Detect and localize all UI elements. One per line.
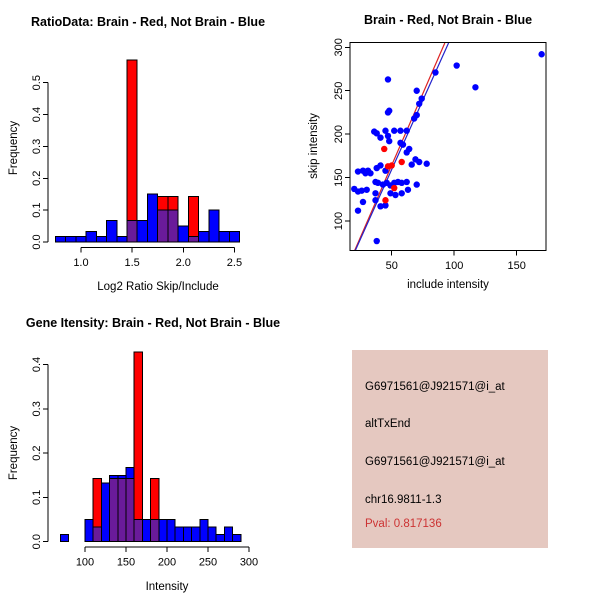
y-tick-label: 0.1 (31, 489, 43, 506)
x-tick-label: 150 (116, 556, 136, 569)
y-tick-label: 0.2 (31, 445, 43, 461)
scatter-point-blue (453, 62, 459, 68)
hist-bar-blue (208, 527, 216, 542)
scatter-point-blue (386, 138, 392, 144)
scatter-point-blue (414, 112, 420, 118)
x-tick-label: 50 (385, 260, 398, 273)
scatter-point-blue (397, 128, 403, 134)
ratio-histogram-title: RatioData: Brain - Red, Not Brain - Blue (30, 15, 266, 29)
hist-bar-blue (209, 210, 219, 242)
probe-id-line: G6971561@J921571@i_at (365, 381, 505, 393)
x-tick-label: 1.0 (73, 257, 89, 269)
scatter-point-blue (355, 207, 361, 213)
scatter-point-red (381, 146, 387, 152)
hist-bar-overlap (118, 478, 126, 541)
hist-bar-blue (66, 237, 76, 242)
hist-bar-blue (85, 520, 93, 542)
ratio-histogram-ylabel: Frequency (8, 120, 20, 176)
brain-fit-line (355, 43, 445, 251)
panel-gene-info (300, 300, 600, 600)
hist-bar-blue (159, 520, 167, 542)
scatter-point-blue (377, 162, 383, 168)
chromosome-line: chr16.9811-1.3 (365, 494, 442, 506)
hist-bar-blue (199, 231, 209, 242)
y-tick-label: 0.1 (31, 202, 43, 218)
y-tick-label: 0.2 (31, 170, 43, 186)
hist-bar-overlap (158, 210, 168, 242)
x-tick-label: 250 (198, 556, 218, 569)
hist-bar-blue (229, 231, 239, 242)
y-tick-label: 200 (333, 125, 345, 144)
x-tick-label: 200 (157, 556, 177, 569)
scatter-point-blue (391, 128, 397, 134)
hist-bar-blue (216, 534, 224, 541)
x-tick-label: 100 (445, 260, 464, 273)
hist-bar-blue (86, 231, 96, 242)
gene-histogram-ylabel: Frequency (8, 425, 20, 481)
hist-bar-blue (183, 527, 191, 542)
scatter-point-blue (386, 108, 392, 114)
gene-histogram-chart (0, 300, 300, 600)
hist-bar-blue (192, 527, 200, 542)
hist-bar-blue (96, 237, 106, 242)
scatter-point-blue (405, 187, 411, 193)
hist-bar-blue (55, 237, 65, 242)
hist-bar-blue (60, 534, 68, 541)
hist-bar-overlap (168, 210, 178, 242)
scatter-point-blue (472, 84, 478, 90)
x-tick-label: 2.0 (175, 257, 191, 269)
intensity-scatter-chart (300, 0, 600, 300)
hist-bar-red (188, 197, 198, 242)
y-tick-label: 0.0 (31, 234, 43, 250)
scatter-point-blue (399, 190, 405, 196)
y-tick-label: 0.0 (31, 534, 43, 550)
hist-bar-blue (76, 237, 86, 242)
hist-bar-blue (219, 231, 229, 242)
scatter-point-red (382, 197, 388, 203)
y-tick-label: 0.3 (31, 401, 43, 417)
ratio-histogram-chart (0, 0, 300, 300)
scatter-point-blue (414, 88, 420, 94)
gene-histogram-xlabel: Intensity (145, 581, 189, 593)
panel-ratio-histogram (0, 0, 300, 300)
scatter-point-blue (406, 146, 412, 152)
pvalue-line: Pval: 0.817136 (365, 518, 442, 530)
y-tick-label: 0.3 (31, 138, 43, 155)
scatter-point-red (399, 159, 405, 165)
hist-bar-blue (117, 237, 127, 242)
y-tick-label: 250 (333, 81, 345, 100)
scatter-ylabel: skip intensity (308, 113, 320, 179)
hist-bar-overlap (110, 478, 118, 541)
scatter-point-blue (372, 190, 378, 196)
hist-bar-blue (107, 221, 117, 242)
hist-bar-red (127, 60, 137, 242)
scatter-point-blue (424, 161, 430, 167)
scatter-point-blue (374, 238, 380, 244)
x-tick-label: 100 (75, 556, 95, 569)
scatter-point-blue (414, 181, 420, 187)
hist-bar-blue (101, 483, 109, 542)
scatter-point-red (391, 185, 397, 191)
gene-id-line: G6971561@J921571@i_at (365, 456, 505, 468)
hist-bar-blue (167, 520, 175, 542)
x-tick-label: 300 (239, 556, 259, 569)
hist-bar-overlap (151, 520, 159, 542)
y-tick-label: 0.4 (31, 356, 43, 373)
hist-bar-overlap (127, 221, 137, 242)
scatter-point-blue (432, 69, 438, 75)
hist-bar-blue (233, 534, 241, 541)
gene-info-box (352, 350, 548, 548)
y-tick-label: 0.5 (31, 75, 43, 91)
scatter-point-blue (367, 170, 373, 176)
scatter-point-blue (419, 95, 425, 101)
scatter-point-blue (404, 128, 410, 134)
x-tick-label: 1.5 (124, 257, 140, 269)
scatter-point-blue (409, 161, 415, 167)
hist-bar-overlap (134, 520, 142, 542)
scatter-point-blue (377, 134, 383, 140)
scatter-point-blue (392, 192, 398, 198)
scatter-point-blue (400, 141, 406, 147)
hist-bar-red (134, 352, 142, 542)
hist-bar-blue (137, 221, 147, 242)
hist-bar-blue (178, 226, 188, 242)
scatter-point-blue (538, 51, 544, 57)
panel-intensity-scatter (300, 0, 600, 300)
hist-bar-overlap (188, 237, 198, 242)
scatter-point-red (389, 162, 395, 168)
y-tick-label: 0.4 (31, 106, 43, 123)
hist-bar-blue (224, 527, 232, 542)
event-type-line: altTxEnd (365, 418, 411, 430)
scatter-xlabel: include intensity (407, 279, 489, 291)
scatter-point-blue (364, 187, 370, 193)
y-tick-label: 150 (333, 168, 345, 187)
panel-gene-histogram (0, 300, 300, 600)
hist-bar-blue (200, 520, 208, 542)
hist-bar-blue (142, 520, 150, 542)
hist-bar-blue (175, 527, 183, 542)
x-tick-label: 2.5 (226, 257, 243, 269)
scatter-point-blue (372, 197, 378, 203)
scatter-title: Brain - Red, Not Brain - Blue (363, 13, 533, 27)
scatter-point-blue (360, 199, 366, 205)
y-tick-label: 100 (333, 211, 345, 231)
y-tick-label: 300 (333, 38, 345, 57)
hist-bar-blue (147, 194, 157, 242)
hist-bar-overlap (126, 478, 134, 541)
scatter-point-blue (404, 179, 410, 185)
hist-bar-overlap (93, 527, 101, 542)
x-tick-label: 150 (507, 260, 526, 273)
scatter-point-blue (385, 76, 391, 82)
ratio-histogram-xlabel: Log2 Ratio Skip/Include (97, 281, 219, 293)
scatter-point-blue (416, 159, 422, 165)
plot-box (350, 43, 546, 251)
gene-histogram-title: Gene Itensity: Brain - Red, Not Brain - Blue (25, 316, 281, 330)
